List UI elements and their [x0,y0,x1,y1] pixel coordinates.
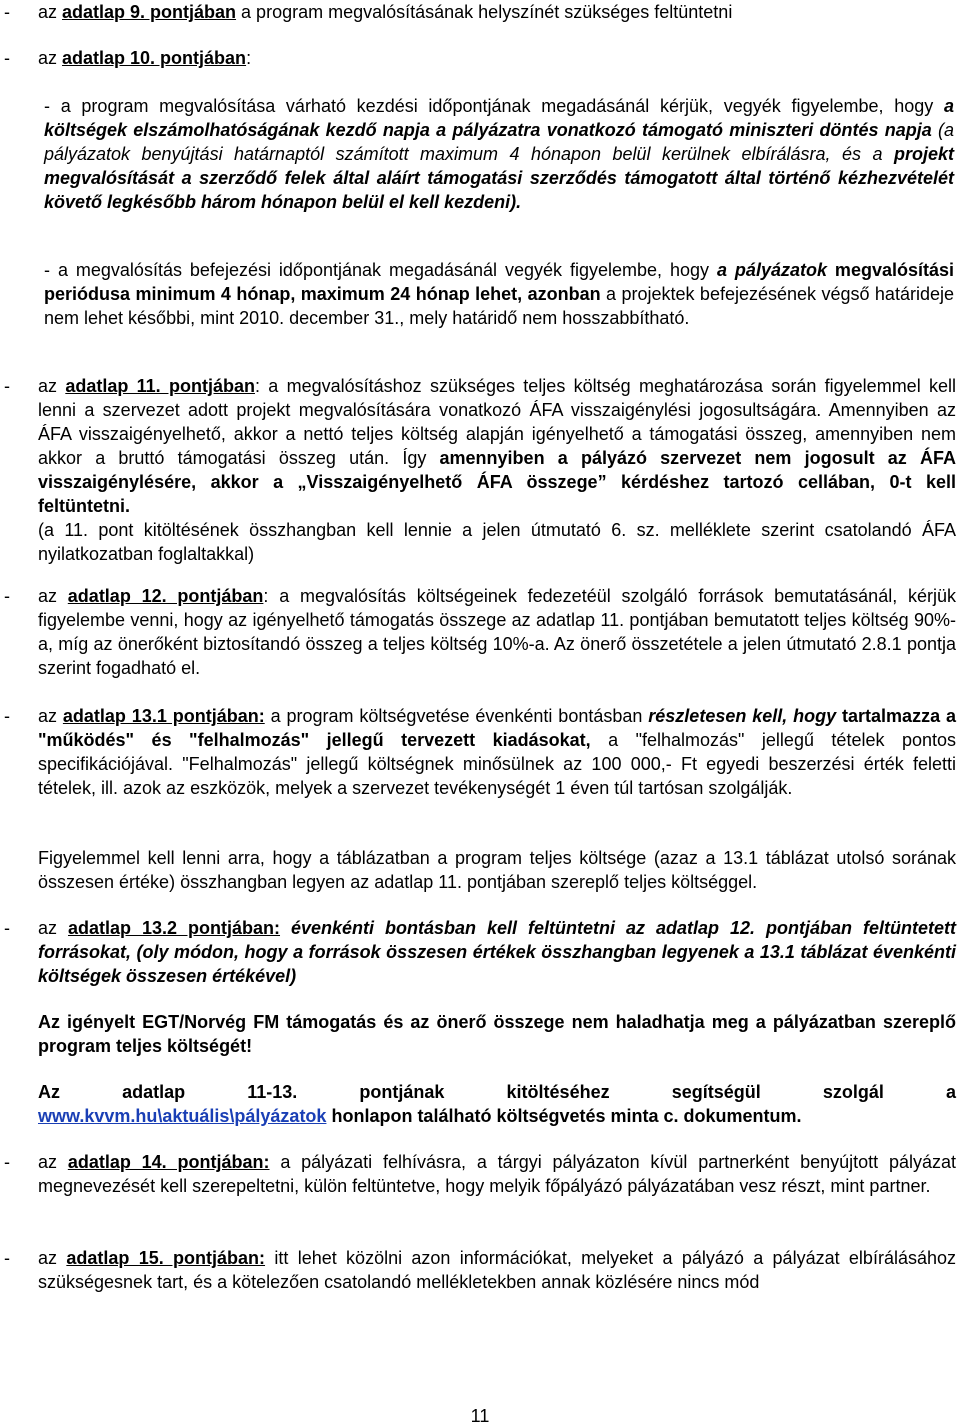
section-reference: adatlap 13.1 pontjában: [62,706,265,726]
list-dash: - [4,48,10,68]
list-dash: - [4,918,10,938]
section-reference: adatlap 14. pontjában: [67,1152,270,1172]
item-13-1-note: Figyelemmel kell lenni arra, hogy a táblázatban a program teljes költsége (azaz a 13.1 táblázat utolsó sorának összesen értéke) összhangban legyen az adatlap 11. pontjában szereplő teljes költséggel. [38,848,956,892]
section-reference: adatlap 9. pontjában [62,2,237,22]
item-11-note: (a 11. pont kitöltésének összhangban kell lennie a jelen útmutató 6. sz. melléklete szerint csatolandó ÁFA nyilatkozatban foglaltakkal) [38,520,956,564]
item-adatlap-13-2: az adatlap 13.2 pontjában: évenkénti bontásban kell feltüntetni az adatlap 12. pontjában feltüntetett forrásokat, (oly módon, hogy a források összesen értékek összhangban legyenek a 13.1 táblázat évenkénti költségek összesen értékével) [38,918,956,986]
kvvm-link[interactable]: www.kvvm.hu\aktuális\pályázatok [38,1106,327,1126]
support-limit-note: Az igényelt EGT/Norvég FM támogatás és az önerő összege nem haladhatja meg a pályázatban szereplő program teljes költségét! [38,1012,956,1056]
page-number: 11 [470,1406,490,1426]
section-reference: adatlap 13.2 pontjában: [68,918,281,938]
list-dash: - [4,1248,10,1268]
item-10-end-date-paragraph: - a megvalósítás befejezési időpontjának megadásánál vegyék figyelembe, hogy a pályázatok megvalósítási periódusa minimum 4 hónap, maximum 24 hónap lehet, azonban a projektek befejezésének végső határideje nem lehet későbbi, mint 2010. december 31., mely határidő nem hosszabbítható. [44,260,954,328]
list-dash: - [4,2,10,22]
section-reference: adatlap 11. pontjában [65,376,255,396]
item-adatlap-12: az adatlap 12. pontjában: a megvalósítás költségeinek fedezetéül szolgáló források bemutatásánál, kérjük figyelembe venni, hogy az igényelhető támogatás összege az adatlap 11. pontjában bemutatott teljes költség 90%-a, míg az önerőként biztosítandó összeg a teljes költség 10%-a. Az önerő összetétele a jelen útmutató 2.8.1 pontja szerint fogadható el. [38,586,957,678]
item-adatlap-9: az adatlap 9. pontjában a program megvalósításának helyszínét szükséges feltüntetni [38,2,733,22]
section-reference: adatlap 12. pontjában [67,586,264,606]
help-note-line-2: www.kvvm.hu\aktuális\pályázatok honlapon található költségvetés minta c. dokumentum. [38,1106,802,1126]
section-reference: adatlap 10. pontjában [62,48,247,68]
help-note-line-1: Az adatlap 11-13. pontjának kitöltéséhez segítségül szolgál a [38,1082,956,1102]
list-dash: - [4,1152,10,1172]
item-adatlap-14: az adatlap 14. pontjában: a pályázati felhívásra, a tárgyi pályázaton kívül partnerként benyújtott pályázat megnevezését kell szerepeltetni, külön feltüntetve, hogy melyik főpályázó pályázatában vesz részt, mint partner. [38,1152,957,1196]
item-adatlap-10: az adatlap 10. pontjában: [38,48,252,68]
list-dash: - [4,586,10,606]
list-dash: - [4,376,10,396]
section-reference: adatlap 15. pontjában: [66,1248,266,1268]
item-10-start-date-paragraph: - a program megvalósítása várható kezdési időpontjának megadásánál kérjük, vegyék figyelembe, hogy a költségek elszámolhatóságának kezdő napja a pályázatra vonatkozó támogató miniszteri döntés napja (a pályázatok benyújtási határnaptól számított maximum 4 hónapon belül kerülnek elbírálásra, és a projekt megvalósítását a szerződő felek által aláírt támogatási szerződés támogatott által történő kézhezvételét követő legkésőbb három hónapon belül el kell kezdeni). [44,96,955,212]
list-dash: - [4,706,10,726]
item-adatlap-11: az adatlap 11. pontjában: a megvalósításhoz szükséges teljes költség meghatározása során figyelemmel kell lenni a szervezet adott projekt megvalósítására vonatkozó ÁFA visszaigénylési jogosultságára. Amennyiben az ÁFA visszaigényelhető, akkor a nettó teljes költség alapján igényelhető a támogatási összeg, amennyiben nem akkor a bruttó támogatási összeg után. Így amennyiben a pályázó szervezet nem jogosult az ÁFA visszaigénylésére, akkor a „Visszaigényelhető ÁFA összege” kérdéshez tartozó cellában, 0-t kell feltüntetni. [38,376,957,516]
item-adatlap-13-1: az adatlap 13.1 pontjában: a program költségvetése évenkénti bontásban részletesen kell, hogy tartalmazza a "működés" és "felhalmozás" jellegű tervezett kiadásokat, a "felhalmozás" jellegű tételek pontos specifikációjával. "Felhalmozás" jellegű költségnek minősülnek az 100 000,- Ft egyedi beszerzési érték feletti tételek, ill. azok az eszközök, melyek a szervezet tevékenységét 1 éven túl tartósan szolgálják. [38,706,956,798]
item-adatlap-15: az adatlap 15. pontjában: itt lehet közölni azon információkat, melyeket a pályázó a pályázat elbírálásához szükségesnek tart, és a kötelezően csatolandó mellékletekben annak közlésére nincs mód [38,1248,956,1292]
